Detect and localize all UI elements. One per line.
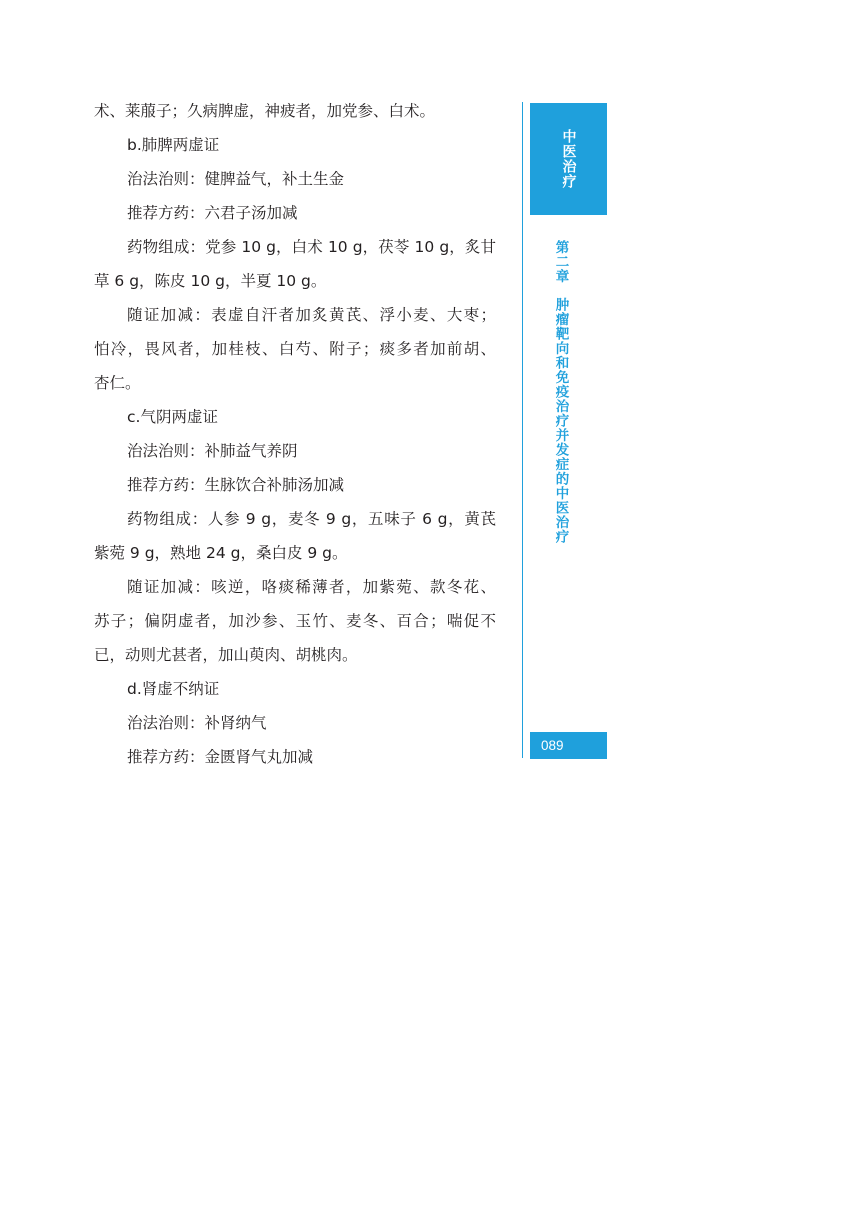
text-line: 推荐方药：金匮肾气丸加减 <box>127 748 314 766</box>
text-line: 苏子；偏阴虚者，加沙参、玉竹、麦冬、百合；喘促不 <box>94 612 496 630</box>
subsection-heading: d.肾虚不纳证 <box>127 680 220 698</box>
text-line: 药物组成：党参 10 g，白术 10 g，茯苓 10 g，炙甘 <box>127 238 496 256</box>
text-line: 怕冷，畏风者，加桂枝、白芍、附子；痰多者加前胡、 <box>94 340 496 358</box>
page-number: 089 <box>530 732 607 759</box>
text-line: 术、莱菔子；久病脾虚，神疲者，加党参、白术。 <box>94 102 436 120</box>
text-line: 推荐方药：生脉饮合补肺汤加减 <box>127 476 345 494</box>
margin-divider <box>522 102 523 758</box>
text-line: 草 6 g，陈皮 10 g，半夏 10 g。 <box>94 272 327 290</box>
subsection-heading: c.气阴两虚证 <box>127 408 218 426</box>
text-line: 治法治则：补肺益气养阴 <box>127 442 298 460</box>
text-line: 紫菀 9 g，熟地 24 g，桑白皮 9 g。 <box>94 544 348 562</box>
text-line: 药物组成：人参 9 g，麦冬 9 g，五味子 6 g，黄芪 <box>127 510 496 528</box>
chapter-title <box>553 240 567 544</box>
subsection-heading: b.肺脾两虚证 <box>127 136 220 154</box>
text-line: 随证加减：咳逆，咯痰稀薄者，加紫菀、款冬花、 <box>127 578 496 596</box>
section-tab-label: 中医治疗 <box>560 129 577 189</box>
text-line: 治法治则：健脾益气，补土生金 <box>127 170 345 188</box>
chapter-number: 第二章 <box>552 240 569 284</box>
text-line: 治法治则：补肾纳气 <box>127 714 267 732</box>
text-line: 随证加减：表虚自汗者加炙黄芪、浮小麦、大枣； <box>127 306 496 324</box>
text-line: 推荐方药：六君子汤加减 <box>127 204 298 222</box>
text-line: 已，动则尤甚者，加山萸肉、胡桃肉。 <box>94 646 358 664</box>
section-tab <box>530 103 607 215</box>
chapter-name: 肿瘤靶向和免疫治疗并发症的中医治疗 <box>552 297 569 544</box>
text-line: 杏仁。 <box>94 374 141 392</box>
